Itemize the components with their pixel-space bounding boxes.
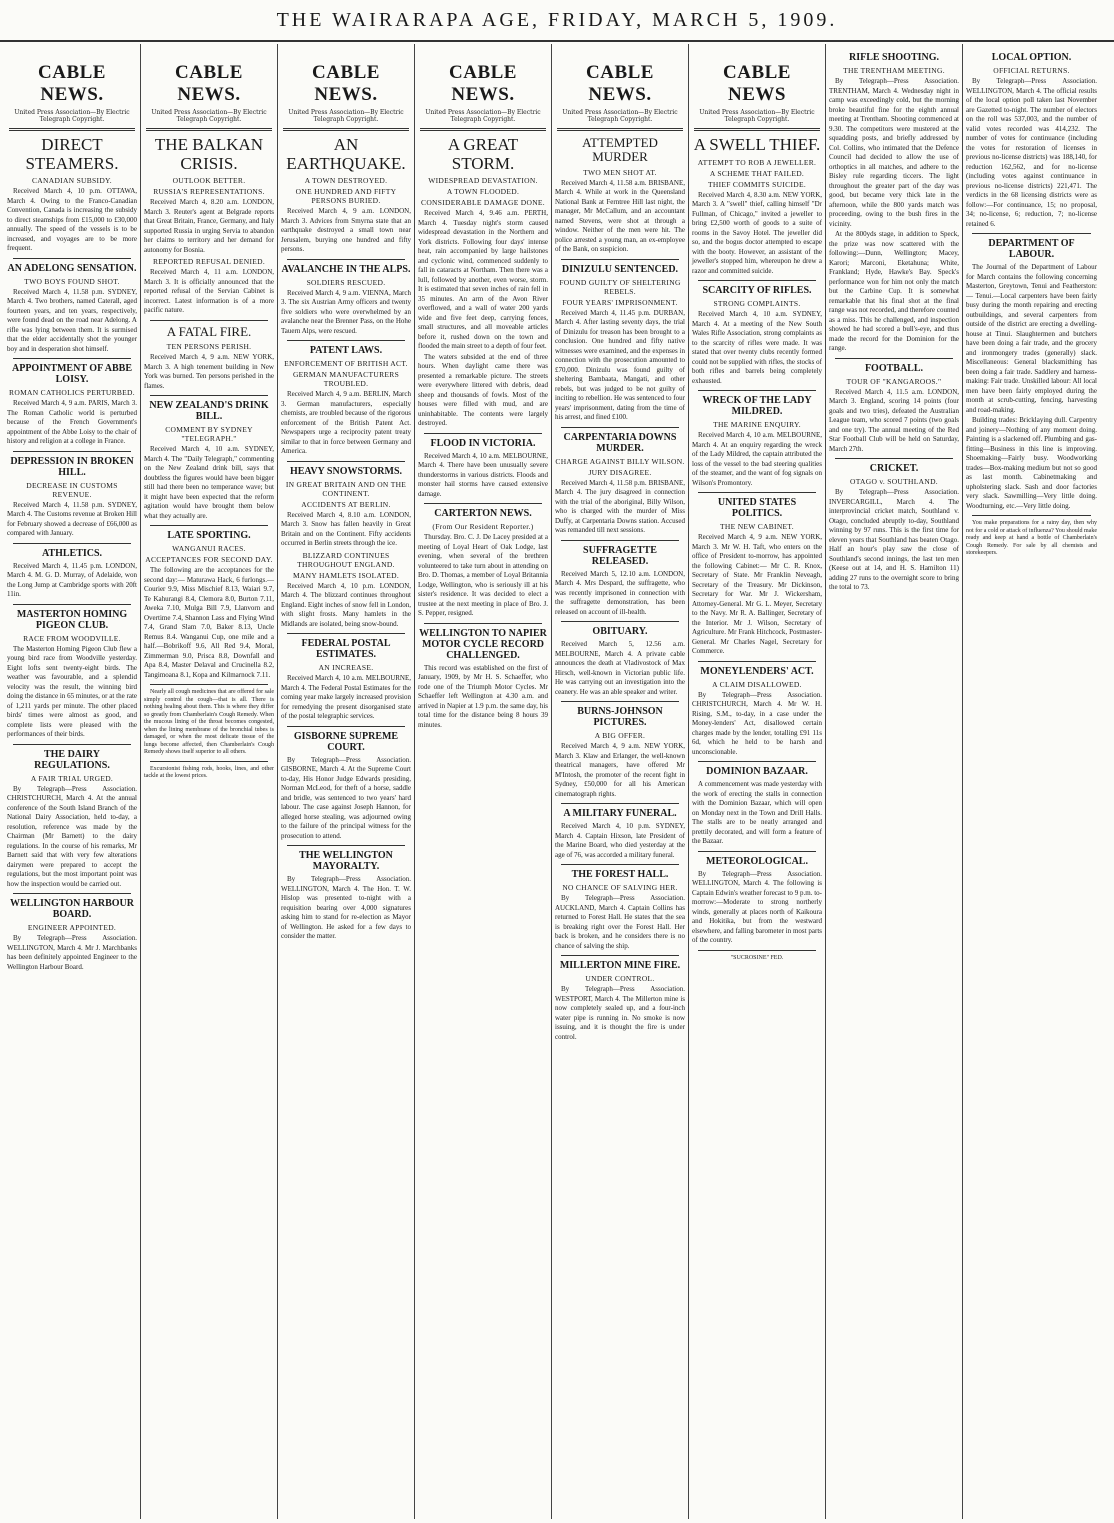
divider: [698, 280, 816, 281]
subheading: OFFICIAL RETURNS.: [993, 66, 1070, 75]
article-text: By Telegraph—Press Association. WESTPORT, March 4. The Millerton mine is now completely sealed up, and a four-inch water pipe is running in. No smoke is now issuing, and it is thought the fire is under control.: [555, 985, 685, 1041]
article-text: Received March 5, 12.56 a.m. MELBOURNE, March 4. A private cable announces the death at Vladivostock of Max Hirsch, well-known in Victorian public life. He was carrying out an investigation into the ceanery. He was an able speaker and writer.: [555, 640, 685, 696]
headline: SUFFRAGETTE RELEASED.: [583, 544, 657, 567]
divider: [424, 503, 542, 504]
divider: [150, 684, 268, 685]
divider: [13, 358, 131, 359]
divider: [13, 451, 131, 452]
headline: PATENT LAWS.: [309, 345, 383, 357]
advertisement: Nearly all cough medicines that are offered for sale simply control the cough—that is all. There is nothing healing about them. This is where they differ so greatly from Chamberlain's Cough Remedy. When the mucous lining of the throat becomes congested, when the lining membrane of the bronchial tubes is damaged, or when the most delicate tissue of the lungs become affected, then Chamberlain's Cough Remedy shows itself superior to all others.: [144, 689, 274, 756]
divider: [287, 845, 405, 846]
headline: HEAVY SNOWSTORMS.: [289, 465, 403, 477]
headline: DINIZULU SENTENCED.: [561, 263, 679, 275]
article-text: Received March 4, 9 a.m. PARIS, March 3. The Roman Catholic world is perturbed because of the French Government's appointment of the Abbe Loisy to the chair of history and religion at a college in France.: [7, 399, 137, 446]
credit-line: United Press Association—By Electric Telegraph Copyright.: [699, 109, 815, 123]
column-5: [552, 44, 689, 1519]
subheading: RUSSIA'S REPRESENTATIONS.: [153, 187, 265, 197]
subheading: CHARGE AGAINST BILLY WILSON.: [555, 456, 685, 466]
divider: [9, 128, 135, 131]
article-text: By Telegraph—Press Association. INVERCARGILL, March 4. The interprovincial cricket match, Southland v. Otago, concluded abruptly to-day, Southland winning by 97 runs. This is the first time for eleven years that Southland has beaten Otago. Half an hour's play saw the close of Southland's second innings, the last ten men (Keese out at 14, and H. S. Hamilton 11) adding 27 runs to the overnight score to bring the total to 73.: [829, 488, 959, 591]
column-title: CABLE NEWS.: [449, 62, 517, 105]
headline: DOMINION BAZAAR.: [706, 766, 808, 778]
article-text: Received March 4, 10 p.m. SYDNEY, March 4. Captain Hixson, late President of the Marine Board, who died yesterday at the age of 76, was accorded a military funeral.: [555, 822, 685, 859]
column-7: [826, 44, 963, 1519]
divider: [561, 803, 679, 804]
divider: [698, 661, 816, 662]
divider: [420, 128, 546, 131]
subheading: GERMAN MANUFACTURERS TROUBLED.: [292, 370, 400, 389]
subheading: SOLDIERS RESCUED.: [306, 277, 386, 287]
article-text: Received March 4, 11 a.m. LONDON, March 3. It is officially announced that the reported refusal of the Servian Cabinet is incorrect. Latest information is of a more pacific nature.: [144, 268, 274, 315]
divider: [698, 761, 816, 762]
subheading: A SCHEME THAT FAILED.: [709, 168, 805, 178]
headline: ATTEMPTED MURDER: [582, 135, 658, 165]
headline: MILLERTON MINE FIRE.: [559, 960, 681, 972]
subheading: ENFORCEMENT OF BRITISH ACT.: [284, 359, 408, 369]
divider: [287, 633, 405, 634]
article-text: This record was established on the first of January, 1909, by Mr H. S. Schaeffer, who rode one of the Triumph Motor Cycles. Mr Schaeffer left Wellington at 4.30 a.m. and arrived in Napier at 1.9 p.m. the same day, his total time for the distance being 8 hours 39 minutes.: [418, 663, 548, 729]
subheading: TOUR OF "KANGAROOS.": [846, 376, 942, 386]
headline: THE BALKAN CRISIS.: [154, 135, 264, 173]
divider: [561, 540, 679, 541]
credit-line: United Press Association—By Electric Telegraph Copyright.: [14, 109, 130, 123]
subheading: ATTEMPT TO ROB A JEWELLER.: [697, 157, 817, 167]
article-text: Received March 4, 11.58 p.m. SYDNEY, March 4. Two brothers, named Caterall, aged fourteen years, and ten years, respectively, were found dead on the road near Adelong. A rifle was lying between them. It is surmised that the elder accidentally shot the younger boy and in desperation shot himself.: [7, 287, 137, 353]
headline: A MILITARY FUNERAL.: [563, 808, 677, 820]
column-3: [278, 44, 415, 1519]
divider: [150, 761, 268, 762]
article-text: Received March 4, 9 a.m. NEW YORK, March 3. Mr W. H. Taft, who enters on the office of President to-morrow, has appointed the following Cabinet:— Mr C. R. Knox, Secretary of State. Mr Franklin Neveagh, Secretary of the Treasury. Mr Dickinson, Secretary for War. Mr J. Wickersham, Attorney-General. Mr G. L. Meyer, Secretary to the Navy. Mr R. A. Ballinger, Secretary of the Interior. Mr J. Wilson, Secretary of Agriculture. Mr Frank Hitchcock, Postmaster-General. Mr Charles Nagel, Secretary for Commerce.: [692, 533, 822, 656]
subheading: MANY HAMLETS ISOLATED.: [292, 570, 400, 580]
headline: UNITED STATES POLITICS.: [717, 497, 797, 520]
divider: [835, 458, 953, 459]
headline: MASTERTON HOMING PIGEON CLUB.: [16, 608, 128, 631]
article-text: Received March 4, 11.45 p.m. DURBAN, March 4. After lasting seventy days, the trial of Dinizulu for treason has been brought to a conclusion. One hundred and fifty native witnesses were examined, and the expenses in connection with the prosecution amounted to £70,000. Dinizulu was found guilty of sheltering Bambaata, Mangati, and other rebels, but was judged to be not guilty of inciting to rebellion. He was sentenced to four years' imprisonment, dating from the time of his arrest, and fined £100.: [555, 308, 685, 422]
divider: [698, 851, 816, 852]
headline: LOCAL OPTION.: [991, 52, 1072, 63]
headline: CRICKET.: [869, 463, 919, 474]
divider: [287, 259, 405, 260]
divider: [557, 128, 683, 131]
subheading: THE TRENTHAM MEETING.: [843, 66, 945, 75]
subheading: ONE HUNDRED AND FIFTY PERSONS BURIED.: [295, 187, 397, 206]
subheading: ACCEPTANCES FOR SECOND DAY.: [145, 555, 273, 565]
article-text: A commencement was made yesterday with the work of erecting the stalls in connection with the Dominion Bazaar, which will open on Monday next in the Town and Drill Halls. The stalls are to be neatly arranged and prettily decorated, and will form a feature of the Bazaar.: [692, 780, 822, 846]
headline: AN ADELONG SENSATION.: [7, 262, 137, 274]
headline: DIRECT STEAMERS.: [25, 135, 119, 173]
headline: FLOOD IN VICTORIA.: [430, 437, 536, 449]
article-text: Received March 4, 9 a.m. NEW YORK, March 3. Klaw and Erlanger, the well-known theatrical managers, have offered Mr M'Intosh, the promoter of the recent fight in Sydney, £50,000 for all his American cinematograph rights.: [555, 742, 685, 798]
headline: THE WELLINGTON MAYORALTY.: [299, 850, 393, 873]
subheading: STRONG COMPLAINTS.: [713, 299, 801, 309]
advertisement: "SUCROSINE" FED.: [730, 954, 784, 961]
article-text: Received March 4, 9.46 a.m. PERTH, March 4. Tuesday night's storm caused widespread devastation in the Northern and York districts. Following four days' intense heat, rain accompanied by large hailstones and cyclonic wind, commenced suddenly to fall in cataracts at Northam. Then there was a lull, followed by another, even worse, storm. It is estimated that seven inches of rain fell in 35 minutes. An arm of the Avon River overflowed, and a wall of water 200 yards wide and five feet deep, carrying fences, small structures, and all moveable articles before it, rushed down on the town and flooded the main street to a depth of four feet.: [418, 209, 548, 351]
article-text: Received March 4, 10 p.m. OTTAWA, March 4. Owing to the Franco-Canadian Convention, Canada is increasing the subsidy to direct steamships from £15,000 to £30,000 annually. The speed of the vessels is to be increased, and voyages are to be more frequent.: [7, 187, 137, 253]
divider: [287, 461, 405, 462]
headline: AN EARTHQUAKE.: [286, 135, 406, 173]
subheading: REPORTED REFUSAL DENIED.: [152, 257, 266, 267]
headline: GISBORNE SUPREME COURT.: [293, 730, 399, 753]
headline: AVALANCHE IN THE ALPS.: [281, 263, 411, 275]
headline: DEPARTMENT OF LABOUR.: [988, 238, 1075, 260]
headline: DEPRESSION IN BROKEN HILL.: [10, 455, 134, 478]
article-text: By Telegraph—Press Association. CHRISTCHURCH, March 4. At the annual conference of the South Island Branch of the National Dairy Association, held to-day, a resolution, reference was made by the Chairman (Mr Barnett) to the dairy regulations. In the course of his remarks, Mr Barnett said that with very few alterations dairymen were prepared to accept the regulations, but the most important point was how the inspection would be carried out.: [7, 784, 137, 888]
headline: A FATAL FIRE.: [166, 323, 252, 339]
subheading: NO CHANCE OF SALVING HER.: [562, 883, 678, 893]
article-text: The following are the acceptances for the second day:— Maturawa Hack, 6 furlongs.—Courier 9.9, Miss Mischief 8.13, Waiari 9.7, Te Kahurangi 8.4, Clemora 8.0, Burton 7.11, Aweka 7.10, Mulga Bill 7.9, Llanvorn and Overtime 7.4, Shannon Lass and Flying Wind 7.4, Grand Slam 7.0, Baker 8.13, Uncle Remus 8.4. Wanganui Cup, one mile and a half.—Bobrikoff 9.6, All Red 9.4, Moral, Zimmerman 9.0, Prisca 8.8, Downfall and Apa 8.4, Master Delaval and Crucinella 8.2, Tangimoana 8.1, Kopa and Kilmarnock 7.11.: [144, 566, 274, 679]
divider: [698, 492, 816, 493]
article-text: Received March 4, 10 a.m. SYDNEY, March 4. The "Daily Telegraph," commenting on the New Zealand drink bill, says that doubtless the figures would have been bigger still had there been no temperance wave; but it might have been expected that the reform agitation would have brought them below what they actually are.: [144, 445, 274, 520]
article-text: Building trades: Bricklaying dull. Carpentry and joinery—Nothing of any moment doing. Painting is a slackened off. Plumbing and gas-fitting—Business in this line is improving. Shoemaking—Fairly busy. Woodworking trades—Box-making medium but not so good as last month. Cabinetmaking and upholstering slack. Sash and door factories very slack. Sawmilling—Very little doing. Woodturning, etc.—Very little doing.: [966, 416, 1097, 510]
headline: WRECK OF THE LADY MILDRED.: [702, 395, 812, 418]
article-text: Received March 4, 10 a.m. SYDNEY, March 4. At a meeting of the New South Wales Rifle Association, strong complaints as to the scarcity of rifles were made. It was stated that over twenty clubs recently formed could not be supplied with rifles, the stocks of both rifles and barrels being completely exhausted.: [692, 310, 822, 385]
divider: [835, 358, 953, 359]
headline: A GREAT STORM.: [447, 135, 519, 173]
divider: [561, 701, 679, 702]
credit-line: United Press Association—By Electric Telegraph Copyright.: [562, 109, 678, 123]
headline: SCARCITY OF RIFLES.: [702, 285, 812, 297]
headline: FEDERAL POSTAL ESTIMATES.: [301, 638, 391, 661]
headline: FOOTBALL.: [864, 362, 924, 374]
divider: [150, 395, 268, 396]
subheading: A TOWN DESTROYED.: [304, 176, 388, 186]
subheading: A BIG OFFER.: [594, 731, 646, 741]
divider: [972, 233, 1091, 234]
article-text: By Telegraph—Press Association. WELLINGTON, March 4. The following is Captain Edwin's weather forecast to 9 p.m. to-morrow:—Moderate to strong northerly winds, generally at places north of Kaikoura and Hokitika, but from the westward elsewhere, and falling barometer in most parts of the country.: [692, 869, 822, 945]
article-text: Thursday. Bro. C. J. De Lacey presided at a meeting of Loyal Heart of Oak Lodge, last evening, when several of the brethren volunteered to take turn about in attending on Bro. D. Thomas, a member of Loyal Britannia Lodge, Wellington, who is seriously ill at his sister's residence. It was decided to elect a trustee at the next meeting in place of Bro. J. S. Pepper, resigned.: [418, 533, 548, 618]
credit-line: United Press Association—By Electric Telegraph Copyright.: [151, 109, 267, 123]
divider: [972, 515, 1091, 516]
article-text: By Telegraph—Press Association. AUCKLAND, March 4. Captain Collins has returned to Forest Hall. He states that the sea is breaking right over the Forest Hall. Her back is broken, and he considers there is no chance of salving the ship.: [555, 894, 685, 950]
subheading: THE NEW CABINET.: [720, 522, 794, 532]
subheading: CANADIAN SUBSIDY.: [32, 176, 112, 186]
headline: ATHLETICS.: [41, 547, 103, 559]
article-text: Received March 4, 9 a.m. NEW YORK, March 3. A high tenement building in New York was burned. Ten persons perished in the flames.: [144, 353, 274, 390]
subheading: BLIZZARD CONTINUES THROUGHOUT ENGLAND.: [297, 550, 395, 569]
subheading: RACE FROM WOODVILLE.: [23, 633, 121, 643]
headline: CARPENTARIA DOWNS MURDER.: [563, 431, 677, 454]
column-title: CABLE NEWS.: [312, 62, 380, 105]
advertisement: You make preparations for a rainy day, then why not for a cold or attack of influenza? You should make ready and keep at hand a bottle of Chamberlain's Cough Remedy. For sale by all chemists and storekeepers.: [966, 520, 1097, 556]
article-text: Received March 4, 10 a.m. MELBOURNE, March 4. At an enquiry regarding the wreck of the Lady Mildred, the captain attributed the loss of the vessel to the bad steering qualities of the steamer, and the want of fog signals on Wilson's Promontory.: [692, 431, 822, 487]
article-text: Received March 4, 8.30 a.m. NEW YORK, March 3. A "swell" thief, calling himself "Dr Fullman, of Chicago," invited a jeweller to bring £2,500 worth of goods to a suite of rooms in the Savoy Hotel. The jeweller did so, and the bogus doctor attempted to escape with the booty. However, an assistant of the jeweller's stopped him, whereupon he drew a razor and committed suicide.: [692, 190, 822, 275]
masthead-title: THE WAIRARAPA AGE, FRIDAY, MARCH 5, 1909.: [276, 9, 838, 31]
column-title: CABLE NEWS: [723, 62, 791, 105]
divider: [287, 340, 405, 341]
article-text: Received March 4, 11.58 p.m. BRISBANE, March 4. The jury disagreed in connection with the trial of the aboriginal, Billy Wilson, who is charged with the murder of Miss Duffy, at Carpentaria Downs station. Accused was remanded till next sessions.: [555, 478, 685, 535]
subheading: WIDESPREAD DEVASTATION.: [428, 176, 538, 186]
divider: [561, 864, 679, 865]
article-text: Received March 4, 8.10 a.m. LONDON, March 3. Snow has fallen heavily in Great Britain and on the Continent. Fifty accidents occurred in Berlin streets through the ice.: [281, 510, 411, 548]
article-text: Received March 4, 9 a.m. LONDON, March 3. Advices from Smyrna state that an earthquake destroyed a small town near Jerusalem, burying one hundred and fifty persons.: [281, 207, 411, 254]
article-text: Received March 4, 9 a.m. VIENNA, March 3. The six Austrian Army officers and twenty five soldiers who were overwhelmed by an avalanche near the Brenner Pass, on the Hohe Tauern Alps, were rescued.: [281, 288, 411, 335]
subheading: DECREASE IN CUSTOMS REVENUE.: [26, 480, 118, 499]
article-text: Received March 4, 8.20 a.m. LONDON, March 3. Reuter's agent at Belgrade reports that Great Britain, France, Germany, and Italy supported Russia in urging Servia to abandon her claims to territory and her demand for autonomy for Bosnia.: [144, 198, 274, 254]
article-text: Received March 4, 10 p.m. LONDON, March 4. The blizzard continues throughout England. Eight inches of snow fell in London, with slight frosts. Many hamlets in the Midlands are isolated, being snow-bound.: [281, 581, 411, 628]
advertisement: Excursionist fishing rods, hooks, lines, and other tackle at the lowest prices.: [144, 765, 274, 780]
headline: NEW ZEALAND'S DRINK BILL.: [149, 400, 269, 423]
masthead: [0, 0, 1114, 42]
divider: [561, 427, 679, 428]
article-text: By Telegraph—Press Association. CHRISTCHURCH, March 4. Mr W. H. Rising, S.M., to-day, in a case under the Money-lenders' Act, disallowed certain charges made by the lender, totalling £91 11s 6d, which he held to be harsh and unconscionable.: [692, 690, 822, 756]
article-text: Received March 4, 11.58 p.m. SYDNEY, March 4. The Customs revenue at Broken Hill for February showed a decrease of £66,000 as compared with January.: [7, 500, 137, 538]
subheading: (From Our Resident Reporter.): [432, 522, 534, 532]
headline: RIFLE SHOOTING.: [848, 52, 940, 63]
article-text: Received March 4, 11.5 a.m. LONDON, March 3. England, scoring 14 points (four goals and two tries), defeated the Australian League team, who scored 7 points (two goals and one try). The annual meeting of the Red Star Football Club will be held on Saturday, March 27th.: [829, 387, 959, 453]
article-text: Received March 5, 12.10 a.m. LONDON, March 4. Mrs Despard, the suffragette, who was recently imprisoned in connection with the suffragette demonstration, has been released on account of ill-health.: [555, 569, 685, 616]
headline: OBITUARY.: [592, 626, 648, 638]
headline: A SWELL THIEF.: [693, 135, 821, 154]
divider: [424, 623, 542, 624]
subheading: A CLAIM DISALLOWED.: [712, 679, 802, 689]
article-text: By Telegraph—Press Association. WELLINGTON, March 4. The official results of the local option poll taken last November are Gazetted to-night. The number of electors on the roll was 537,003, and the number of valid votes recorded was 414,232. The number of votes for continuance (including the votes for restoration of licenses in previous no-license districts) was 188,140, for reduction 162,562, and for no-license (including votes against continuance in previous no-license districts) 221,471. The verdicts in the 68 licensing districts were as follow:—For continuance, 15; no proposal, 34; no-license, 6; reduction, 7; no-license retained 6.: [966, 77, 1097, 228]
article-text: By Telegraph—Press Association. GISBORNE, March 4. At the Supreme Court to-day, His Honor Judge Edwards presiding, Norman McLeod, for theft of a horse, saddle and bridle, was sentenced to two years' hard labour. The case against Joseph Hannon, for alleged horse stealing, was adjourned owing to the failure of the principal witness for the prosecution to attend.: [281, 755, 411, 840]
divider: [13, 893, 131, 894]
subheading: TWO MEN SHOT AT.: [583, 167, 657, 177]
column-title: CABLE NEWS.: [175, 62, 243, 105]
column-title: CABLE NEWS.: [38, 62, 106, 105]
divider: [150, 525, 268, 526]
divider: [561, 621, 679, 622]
divider: [561, 259, 679, 260]
subheading: JURY DISAGREE.: [588, 467, 652, 477]
column-8: [963, 44, 1100, 1519]
subheading: COMMENT BY SYDNEY "TELEGRAPH.": [165, 425, 253, 444]
columns: [4, 44, 1110, 1519]
article-text: By Telegraph—Press Association. WELLINGTON, March 4. Mr J. Marchbanks has been definitely appointed Engineer to the Wellington Harbour Board.: [7, 934, 137, 971]
divider: [13, 744, 131, 745]
headline: APPOINTMENT OF ABBE LOISY.: [11, 363, 132, 386]
article-text: Received March 4, 11.58 a.m. BRISBANE, March 4. While at work in the Queensland National Bank at Ferntree Hill last night, the manager, Mr McCallum, and an accountant named Stevens, were shot at through a window. Neither of the men were hit. The police arrested a young man, an ex-employee of the Bank, on suspicion.: [555, 178, 685, 254]
article-text: The Journal of the Department of Labour for March contains the following concerning Masterton, Greytown, Tenui and Featherston:— Tenui.—Local carpenters have been fairly busy during the month repairing and erecting outbuildings, and several carpenters from outside of the district are erecting a dwelling-house at Tinui. Slaughtermen and butchers have been doing a fair trade, and the grocery and ironmongery trades (generally) slack. Miscellaneous: General blacksmithing has been doing a fair trade. Saddlery and harness-making: Fair trade. Unskilled labour: All local men have been fairly employed during the month at scrub-cutting, fencing, harvesting and road-making.: [966, 263, 1097, 414]
headline: BURNS-JOHNSON PICTURES.: [577, 706, 663, 729]
subheading: OTAGO v. SOUTHLAND.: [850, 477, 938, 486]
divider: [694, 128, 820, 131]
divider: [698, 950, 816, 951]
subheading: THIEF COMMITS SUICIDE.: [707, 179, 807, 189]
headline: THE FOREST HALL.: [571, 869, 669, 881]
headline: CARTERTON NEWS.: [434, 508, 532, 520]
subheading: A TOWN FLOODED.: [446, 187, 520, 197]
credit-line: United Press Association—By Electric Telegraph Copyright.: [425, 109, 541, 123]
subheading: TEN PERSONS PERISH.: [166, 342, 252, 352]
subheading: WANGANUI RACES.: [172, 544, 246, 554]
article-text: By Telegraph—Press Association. TRENTHAM, March 4. Wednesday night in camp was exceedingly cold, but the morning broke beautiful fine for the eighth annual meeting at Trentham. Shooting commenced at 9.30. The competitors were mustered at the squadding posts, and briefly addressed by Col. Collins, who intimated that the Defence Council had decided to allow the use of orthoptics in all matches, and adhere to the Bisley rule regarding ticcers. The light throughout the greater part of the day was good, but became very thick late in the afternoon, while the 800 yards match was proceeding, owing to the bush fires in the vicinity.: [829, 77, 959, 228]
subheading: FOUND GUILTY OF SHELTERING REBELS.: [559, 277, 681, 296]
headline: THE DAIRY REGULATIONS.: [34, 748, 110, 771]
headline: MONEYLENDERS' ACT.: [700, 665, 814, 677]
subheading: UNDER CONTROL.: [585, 974, 655, 984]
headline: LATE SPORTING.: [167, 530, 251, 542]
subheading: ENGINEER APPOINTED.: [27, 923, 117, 933]
divider: [561, 955, 679, 956]
divider: [698, 390, 816, 391]
headline: WELLINGTON TO NAPIER MOTOR CYCLE RECORD CHALLENGED.: [419, 627, 547, 661]
column-2: [141, 44, 278, 1519]
article-text: Received March 4, 11.45 p.m. LONDON, March 4. M. G. D. Murray, of Adelaide, won the Long Jump at Cambridge sports with 20ft 11in.: [7, 561, 137, 599]
divider: [13, 543, 131, 544]
divider: [287, 726, 405, 727]
subheading: FOUR YEARS' IMPRISONMENT.: [562, 297, 678, 307]
article-text: Received March 4, 10 a.m. MELBOURNE, March 4. The Federal Postal Estimates for the coming year make largely increased provision for remedying the present disorganised state of the postal telegraphic services.: [281, 674, 411, 721]
subheading: IN GREAT BRITAIN AND ON THE CONTINENT.: [285, 479, 407, 498]
article-text: Received March 4, 9 a.m. BERLIN, March 3. German manufacturers, especially chemists, are troubled because of the rigorous enforcement of the British Patent Act. Newspapers urge a reciprocity patent treaty similar to that in force between Germany and America.: [281, 390, 411, 456]
divider: [146, 128, 272, 131]
headline: WELLINGTON HARBOUR BOARD.: [9, 898, 134, 921]
divider: [13, 258, 131, 259]
divider: [283, 128, 409, 131]
column-6: [689, 44, 826, 1519]
article-text: By Telegraph—Press Association. WELLINGTON, March 4. The Hon. T. W. Hislop was presented to-night with a requisition bearing over 4,000 signatures asking him to stand for re-election as Mayor of Wellington. He asked for a few days to consider the matter.: [281, 875, 411, 941]
subheading: AN INCREASE.: [318, 663, 374, 673]
article-text: Received March 4, 10 a.m. MELBOURNE, March 4. There have been unusually severe thunderstorms in various districts. Floods and monster hail storms have caused extensive damage.: [418, 451, 548, 498]
divider: [424, 433, 542, 434]
divider: [150, 320, 268, 321]
subheading: OUTLOOK BETTER.: [172, 176, 246, 186]
subheading: THE MARINE ENQUIRY.: [713, 420, 801, 430]
column-1: [4, 44, 141, 1519]
subheading: A FAIR TRIAL URGED.: [30, 773, 114, 783]
article-text: At the 800yds stage, in addition to Speck, the prize was now scattered with the following:—Dunn, Wellington; Macey, Karori; Marconi, Eketahuna; White, Frankland; Hyde, Hawke's Bay. Speck's performance won for him not only the match but the Carbine Cup. It is somewhat remarkable that his final shot at the final range was not recorded, and therefore counted as a miss. This he challenged, and inspection showed he had scored a bull's-eye, and thus made the record for the Dominion for the range.: [829, 230, 959, 352]
article-text: The waters subsided at the end of three hours. When daylight came there was presented a remarkable picture. The streets were everywhere littered with debris, dead sheep and thousands of fowls. Most of the houses were filled with mud, and are uninhabitable. The contents were largely destroyed.: [418, 352, 548, 428]
divider: [13, 604, 131, 605]
subheading: CONSIDERABLE DAMAGE DONE.: [421, 198, 545, 208]
subheading: ACCIDENTS AT BERLIN.: [301, 499, 391, 509]
headline: METEOROLOGICAL.: [706, 855, 808, 867]
subheading: TWO BOYS FOUND SHOT.: [24, 276, 120, 286]
credit-line: United Press Association—By Electric Telegraph Copyright.: [288, 109, 404, 123]
subheading: ROMAN CATHOLICS PERTURBED.: [9, 388, 135, 398]
article-text: The Masterton Homing Pigeon Club flew a young bird race from Woodville yesterday. Eight lofts sent twenty-eight birds. The weather was favourable, and a splendid velocity was the result, the winning bird doing the distance in 65 minutes, or at the rate of 1,211 yards per minute. The other placed birds' times were almost as good, and complete lists were pleased with the performances of their birds.: [7, 644, 137, 739]
column-title: CABLE NEWS.: [586, 62, 654, 105]
column-4: [415, 44, 552, 1519]
